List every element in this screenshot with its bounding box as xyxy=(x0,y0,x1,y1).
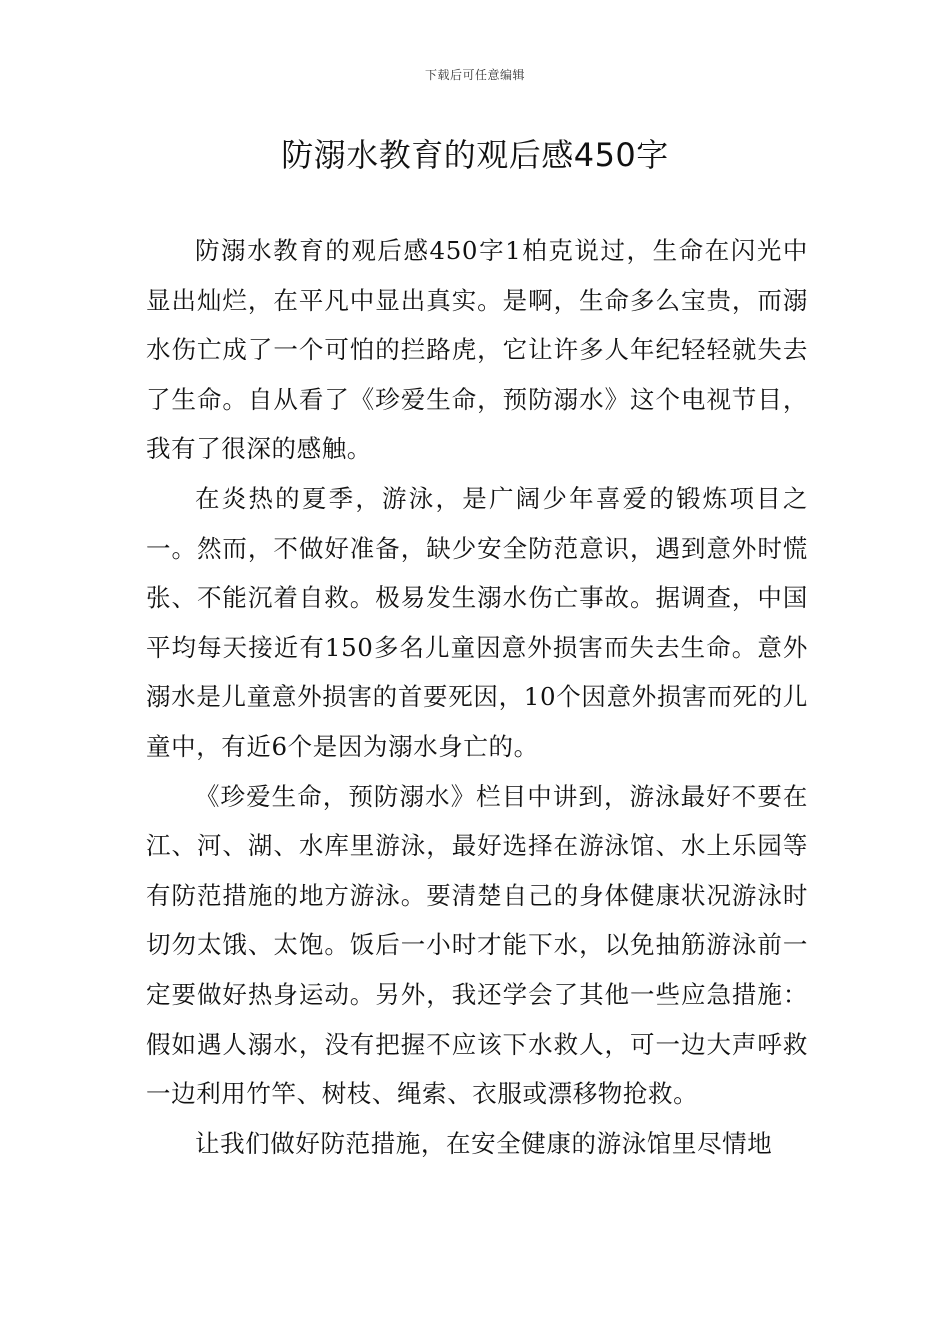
paragraph-1: 防溺水教育的观后感450字1柏克说过，生命在闪光中显出灿烂，在平凡中显出真实。是啊，生命多么宝贵，而溺水伤亡成了一个可怕的拦路虎，它让许多人年纪轻轻就失去了生命。自从看了《珍爱生命，预防溺水》这个电视节目，我有了很深的感触。 xyxy=(146,236,808,464)
document-body xyxy=(146,226,808,1168)
paragraph-3: 《珍爱生命，预防溺水》栏目中讲到，游泳最好不要在江、河、湖、水库里游泳，最好选择在游泳馆、水上乐园等有防范措施的地方游泳。要清楚自己的身体健康状况游泳时切勿太饿、太饱。饭后一小时才能下水，以免抽筋游泳前一定要做好热身运动。另外，我还学会了其他一些应急措施：假如遇人溺水，没有把握不应该下水救人，可一边大声呼救一边利用竹竿、树枝、绳索、衣服或漂移物抢救。 xyxy=(146,781,808,1109)
paragraph-4: 让我们做好防范措施，在安全健康的游泳馆里尽情地 xyxy=(195,1128,773,1158)
header-note: 下载后可任意编辑 xyxy=(424,68,525,82)
paragraph-2: 在炎热的夏季，游泳，是广阔少年喜爱的锻炼项目之一。然而，不做好准备，缺少安全防范意识，遇到意外时慌张、不能沉着自救。极易发生溺水伤亡事故。据调查，中国平均每天接近有150多名儿童因意外损害而失去生命。意外溺水是儿童意外损害的首要死因，10个因意外损害而死的儿童中，有近6个是因为溺水身亡的。 xyxy=(146,483,808,761)
document-title: 防溺水教育的观后感450字 xyxy=(281,136,669,174)
